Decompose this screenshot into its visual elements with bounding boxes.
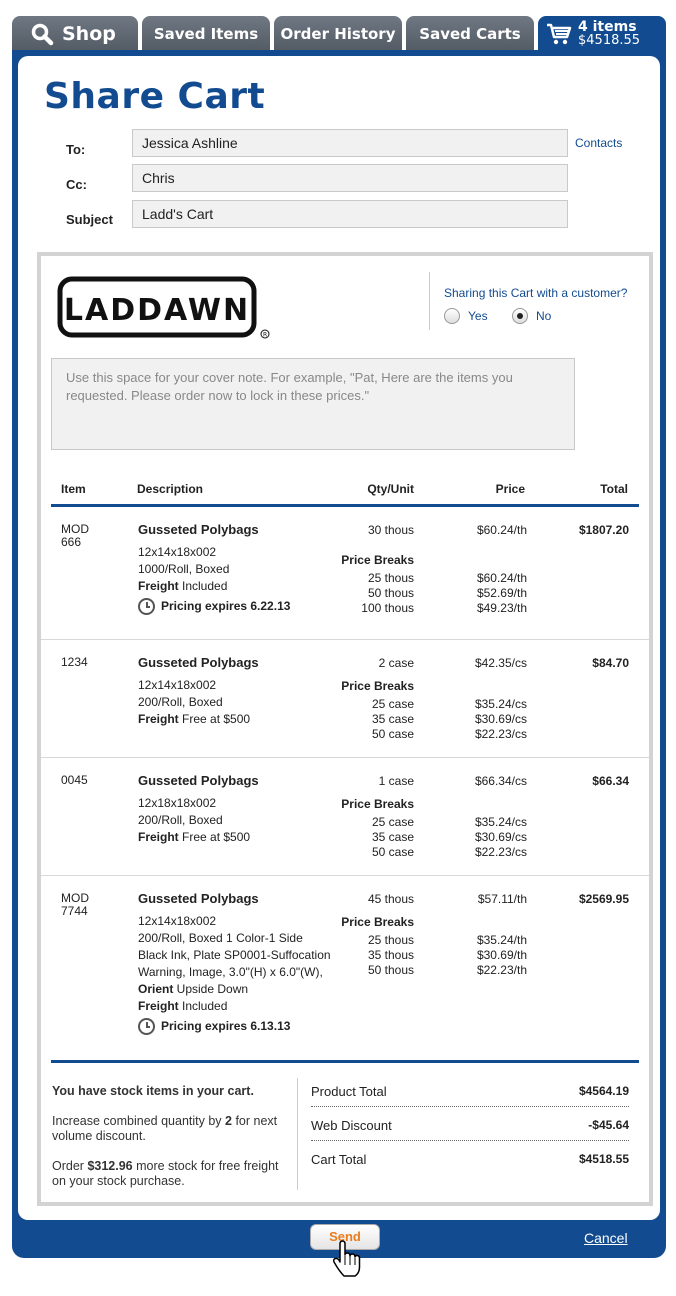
item-name: Gusseted Polybags: [138, 655, 259, 670]
price-breaks-label: Price Breaks: [341, 553, 414, 567]
item-qty: 1 case: [378, 774, 414, 788]
item-spec: 12x18x18x002: [138, 796, 217, 810]
item-price: $57.11/th: [477, 892, 527, 906]
page-title: Share Cart: [44, 76, 266, 117]
freight-label: Freight: [138, 830, 179, 844]
search-icon: [30, 22, 54, 46]
break-qty: 50 thous: [367, 586, 414, 600]
to-field[interactable]: Jessica Ashline: [132, 129, 568, 157]
break-price: $60.24/th: [476, 571, 527, 585]
item-packaging: 200/Roll, Boxed: [138, 695, 223, 709]
shopping-cart-icon: [546, 22, 572, 46]
freight-value: Free at $500: [178, 830, 251, 844]
item-packaging: 1000/Roll, Boxed: [138, 562, 230, 576]
cart-summary-card: [37, 252, 653, 1206]
item-packaging: 200/Roll, Boxed: [138, 813, 223, 827]
item-imprint-size: Warning, Image, 3.0"(H) x 6.0"(W),: [138, 965, 323, 979]
cart-total-label: Cart Total: [311, 1152, 367, 1167]
header-qty: Qty/Unit: [367, 482, 414, 496]
volume-discount-note: [52, 1114, 282, 1144]
break-qty: 50 case: [371, 727, 414, 741]
alarm-clock-icon: [138, 598, 155, 615]
item-code-line: MOD: [61, 522, 89, 536]
item-freight: [138, 829, 348, 846]
cart-total-value: $4518.55: [578, 1152, 629, 1166]
summary-separator: [311, 1140, 629, 1141]
svg-text:R: R: [263, 331, 268, 339]
cc-field[interactable]: Chris: [132, 164, 568, 192]
freight-note-text: more stock for free freight on your stock purchase.: [52, 1159, 279, 1188]
footer-divider: [297, 1078, 298, 1190]
item-total: $2569.95: [578, 892, 629, 906]
cc-label: Cc:: [66, 177, 87, 192]
item-freight: [138, 711, 348, 728]
cart-total-row: [311, 1152, 629, 1172]
break-qty: 25 case: [371, 815, 414, 829]
item-qty: 2 case: [378, 656, 414, 670]
tab-order-history[interactable]: Order History: [274, 16, 402, 52]
pricing-expiry: [138, 598, 348, 615]
freight-value: Included: [178, 579, 228, 593]
orient-label: Orient: [138, 982, 174, 996]
table-row: [41, 507, 649, 640]
orient-value: Upside Down: [173, 982, 249, 996]
web-discount-row: [311, 1118, 629, 1138]
subject-field[interactable]: Ladd's Cart: [132, 200, 568, 228]
contacts-link[interactable]: Contacts: [575, 136, 623, 150]
item-code-line: 0045: [61, 773, 88, 787]
web-discount-label: Web Discount: [311, 1118, 392, 1133]
break-qty: 35 thous: [367, 948, 414, 962]
volume-note-qty: 2: [225, 1114, 232, 1128]
item-name: Gusseted Polybags: [138, 773, 259, 788]
item-description: [138, 774, 348, 846]
top-tab-bar: [12, 16, 666, 52]
freight-label: Freight: [138, 712, 179, 726]
break-price: $52.69/th: [476, 586, 527, 600]
web-discount-value: -$45.64: [588, 1118, 629, 1132]
product-total-value: $4564.19: [578, 1084, 629, 1098]
item-code-line: 1234: [61, 655, 88, 669]
break-price: $22.23/th: [476, 963, 527, 977]
item-total: $84.70: [592, 656, 629, 670]
product-total-label: Product Total: [311, 1084, 387, 1099]
volume-note-text: for next volume discount.: [52, 1114, 278, 1143]
subject-label: Subject: [66, 212, 113, 227]
header-item: Item: [61, 482, 86, 496]
laddawn-logo: [57, 276, 277, 346]
item-price: $42.35/cs: [474, 656, 527, 670]
item-spec: 12x14x18x002: [138, 914, 217, 928]
radio-no-label: No: [536, 309, 552, 323]
break-qty: 35 case: [371, 712, 414, 726]
table-row: [41, 876, 649, 1058]
item-orient: [138, 981, 368, 998]
hand-pointer-cursor-icon: [332, 1240, 362, 1278]
cart-item-count: 4 items: [578, 19, 637, 35]
break-price: $30.69/th: [476, 948, 527, 962]
item-price: $60.24/th: [476, 523, 527, 537]
break-qty: 100 thous: [361, 601, 414, 615]
item-total: $66.34: [592, 774, 629, 788]
price-breaks-label: Price Breaks: [341, 915, 414, 929]
price-breaks-label: Price Breaks: [341, 797, 414, 811]
cover-note-textarea[interactable]: Use this space for your cover note. For example, "Pat, Here are the items you requested. Please order now to lock in these prices.": [51, 358, 575, 450]
break-qty: 50 case: [371, 845, 414, 859]
radio-no-circle[interactable]: [512, 308, 528, 324]
break-price: $22.23/cs: [474, 727, 527, 741]
item-code: [61, 523, 101, 549]
tab-cart[interactable]: [538, 16, 666, 52]
table-row: [41, 758, 649, 876]
summary-separator: [311, 1106, 629, 1107]
item-spec: 12x14x18x002: [138, 545, 217, 559]
pricing-expiry: [138, 1018, 368, 1035]
break-price: $35.24/th: [476, 933, 527, 947]
radio-no[interactable]: [512, 308, 551, 324]
to-label: To:: [66, 142, 86, 157]
stock-heading: You have stock items in your cart.: [52, 1084, 254, 1098]
item-description: [138, 523, 348, 615]
item-qty: 45 thous: [367, 892, 414, 906]
tab-saved-carts[interactable]: Saved Carts: [406, 16, 534, 52]
svg-text:LADDAWN: LADDAWN: [63, 293, 251, 328]
tab-shop-label: Shop: [62, 23, 116, 45]
item-code-line: 7744: [61, 904, 88, 918]
item-code: [61, 774, 101, 787]
break-qty: 35 case: [371, 830, 414, 844]
pricing-expiry-text: Pricing expires 6.13.13: [161, 1019, 291, 1033]
sharing-question-group: [429, 272, 639, 330]
radio-yes-label: Yes: [468, 309, 488, 323]
price-breaks-label: Price Breaks: [341, 679, 414, 693]
radio-yes-circle[interactable]: [444, 308, 460, 324]
alarm-clock-icon: [138, 1018, 155, 1035]
item-code: [61, 656, 101, 669]
break-price: $30.69/cs: [474, 712, 527, 726]
freight-note-amount: $312.96: [87, 1159, 133, 1173]
item-price: $66.34/cs: [474, 774, 527, 788]
tab-saved-items[interactable]: Saved Items: [142, 16, 270, 52]
item-name: Gusseted Polybags: [138, 522, 259, 537]
footer-rule: [51, 1060, 639, 1063]
break-price: $35.24/cs: [474, 815, 527, 829]
break-qty: 25 thous: [367, 933, 414, 947]
break-qty: 25 case: [371, 697, 414, 711]
pricing-expiry-text: Pricing expires 6.22.13: [161, 599, 291, 613]
freight-value: Included: [178, 999, 228, 1013]
item-name: Gusseted Polybags: [138, 891, 259, 906]
cancel-link[interactable]: Cancel: [584, 1230, 628, 1246]
header-description: Description: [137, 482, 204, 496]
header-total: Total: [600, 482, 628, 496]
item-description: [138, 656, 348, 728]
freight-label: Freight: [138, 579, 179, 593]
send-button[interactable]: Send: [310, 1224, 380, 1250]
main-frame: [12, 50, 666, 1258]
item-packaging: 200/Roll, Boxed 1 Color-1 Side: [138, 931, 303, 945]
free-freight-note: [52, 1159, 282, 1189]
product-total-row: [311, 1084, 629, 1104]
item-spec: 12x14x18x002: [138, 678, 217, 692]
break-price: $49.23/th: [476, 601, 527, 615]
break-price: $35.24/cs: [474, 697, 527, 711]
item-code-line: 666: [61, 535, 82, 549]
cart-total-amount: $4518.55: [578, 33, 641, 48]
sharing-question: Sharing this Cart with a customer?: [444, 286, 628, 300]
item-code-line: MOD: [61, 891, 89, 905]
item-freight: [138, 998, 368, 1015]
tab-shop[interactable]: [12, 16, 138, 52]
freight-value: Free at $500: [178, 712, 251, 726]
volume-note-text: Increase combined quantity by: [52, 1114, 226, 1128]
radio-yes[interactable]: [444, 308, 488, 324]
item-qty: 30 thous: [367, 523, 414, 537]
freight-note-text: Order: [52, 1159, 88, 1173]
table-row: [41, 640, 649, 758]
header-price: Price: [495, 482, 525, 496]
break-qty: 25 thous: [367, 571, 414, 585]
break-price: $22.23/cs: [474, 845, 527, 859]
item-total: $1807.20: [578, 523, 629, 537]
item-code: [61, 892, 101, 918]
break-qty: 50 thous: [367, 963, 414, 977]
freight-label: Freight: [138, 999, 179, 1013]
break-price: $30.69/cs: [474, 830, 527, 844]
share-cart-panel: [18, 56, 660, 1220]
item-freight: [138, 578, 348, 595]
item-imprint: Black Ink, Plate SP0001-Suffocation: [138, 948, 331, 962]
